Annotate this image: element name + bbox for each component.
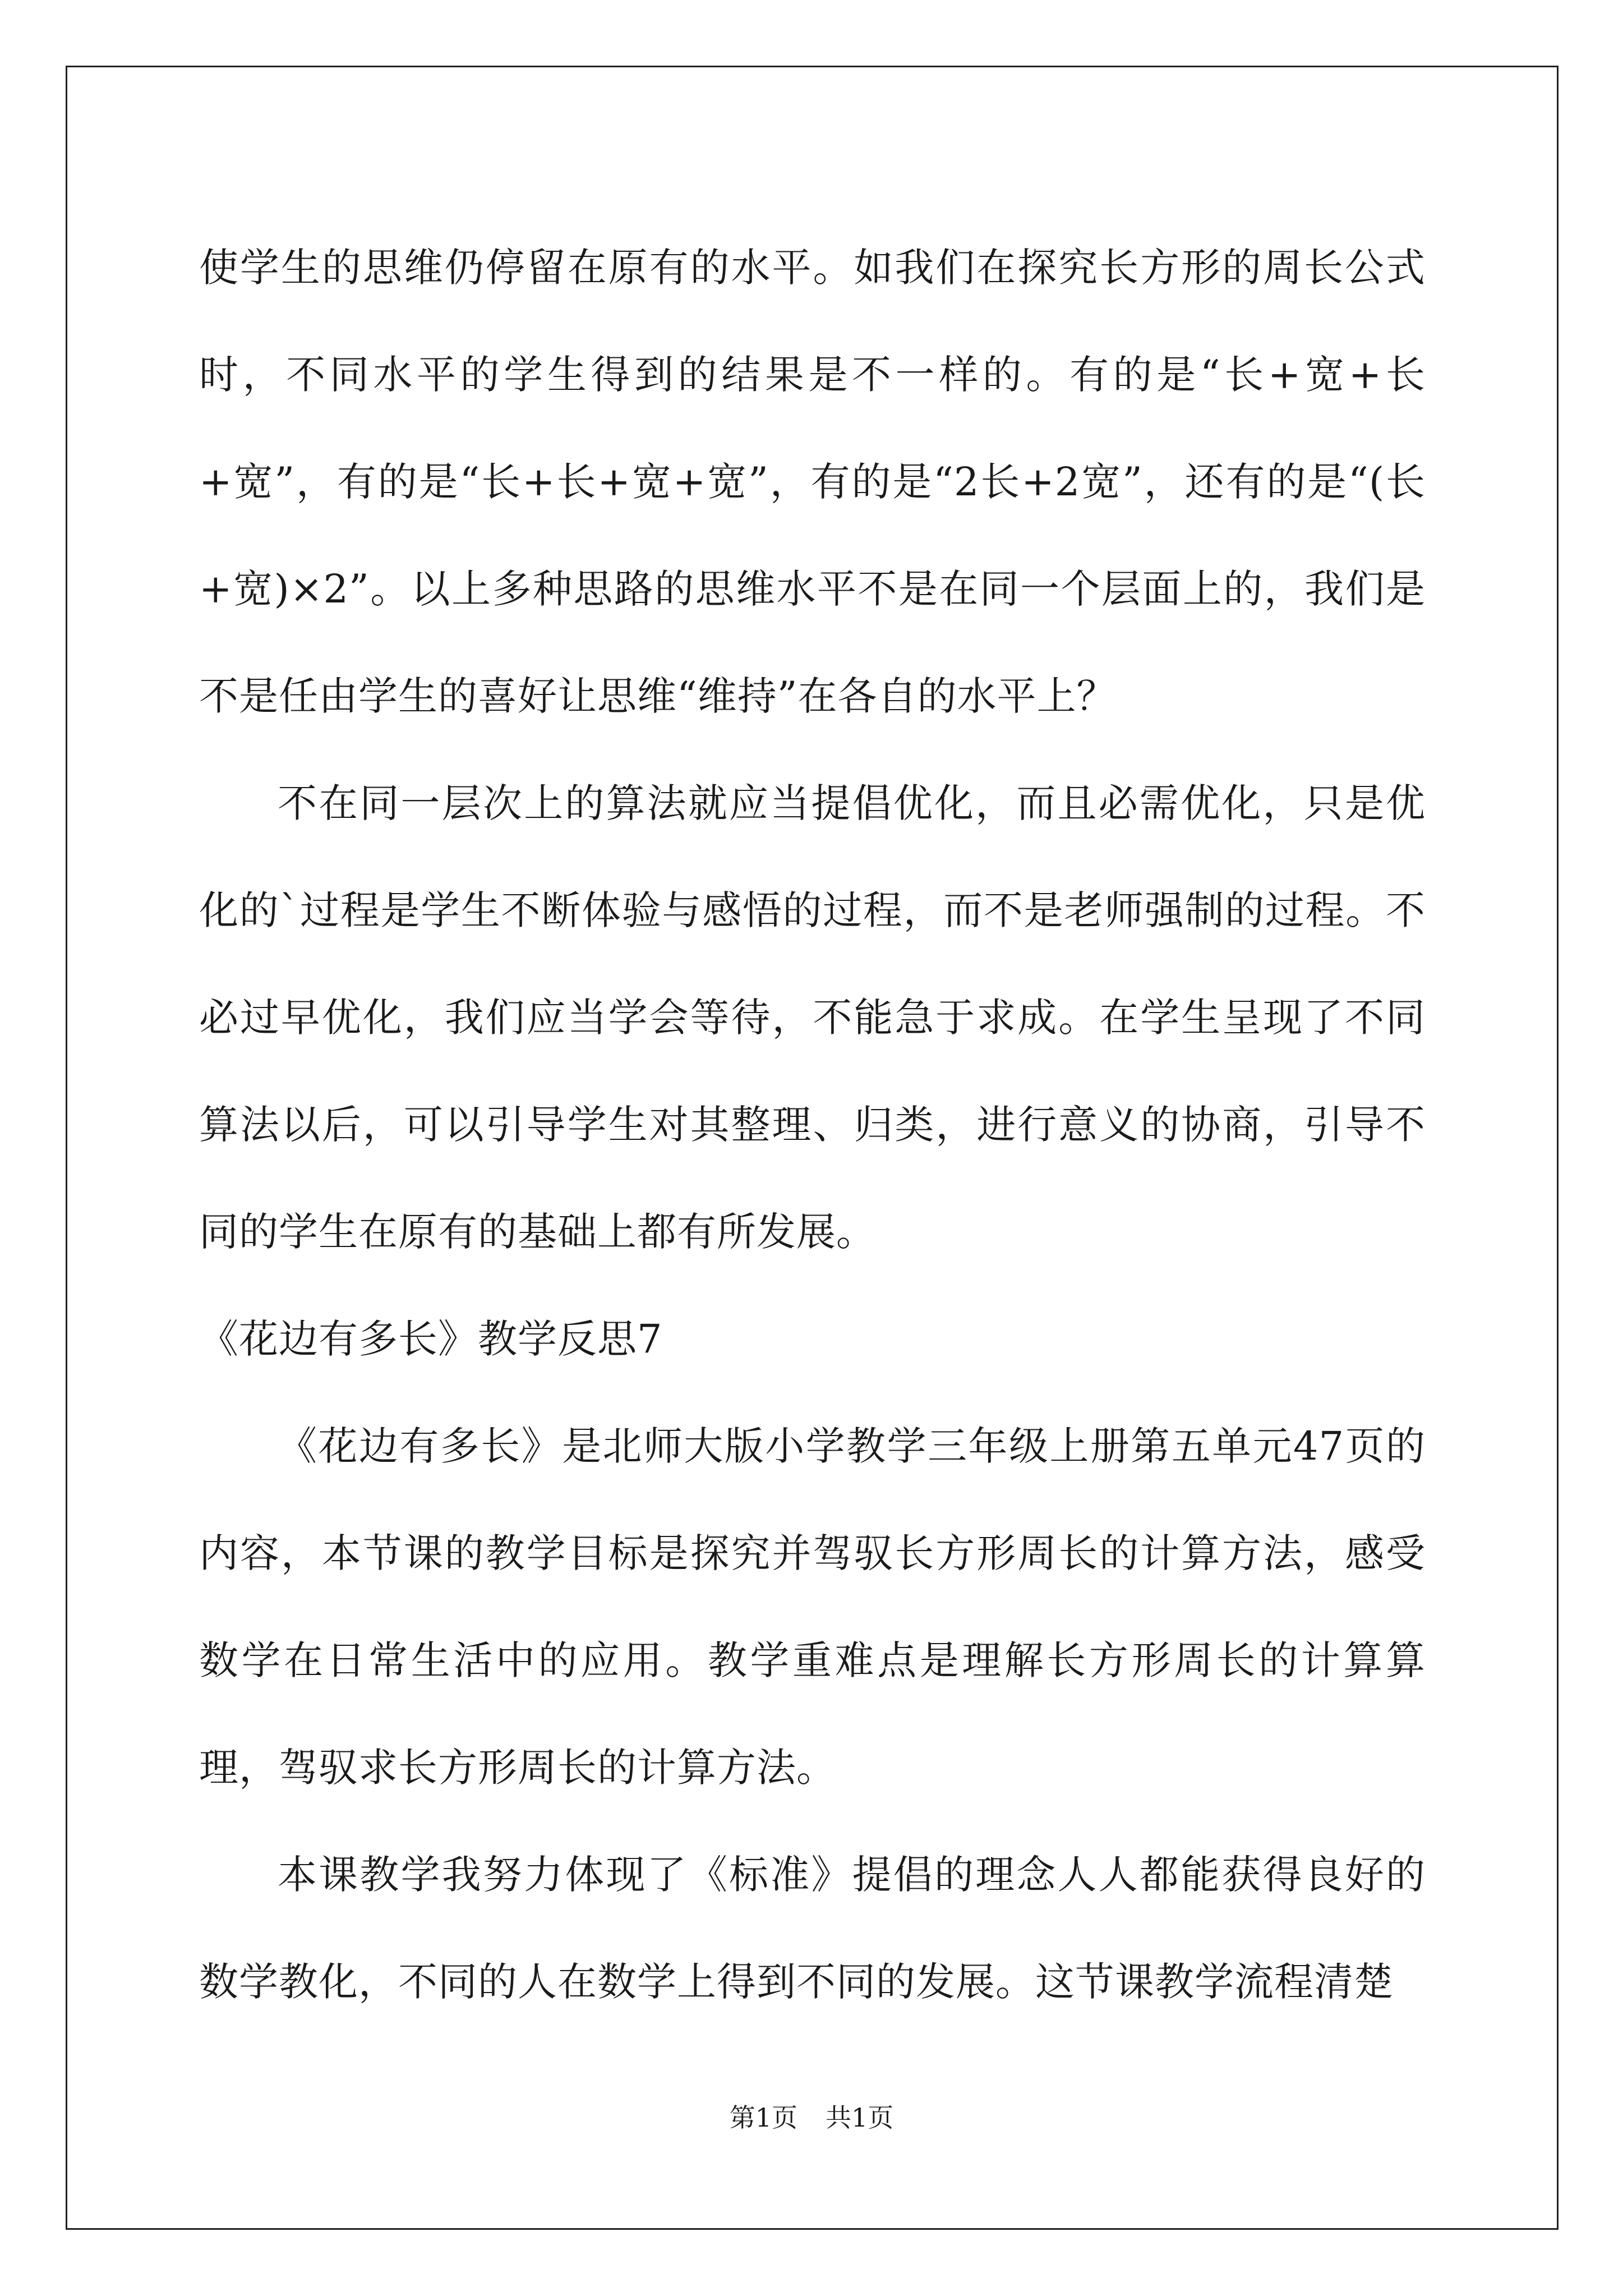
section-title: 《花边有多长》教学反思7 bbox=[199, 1316, 663, 1362]
document-body bbox=[199, 214, 1426, 2036]
paragraph-1: 使学生的思维仍停留在原有的水平。如我们在探究长方形的周长公式时，不同水平的学生得到的结果是不一样的。有的是“长+宽+长+宽”，有的是“长+长+宽+宽”，有的是“2长+2宽”，还有的是“(长+宽)×2”。以上多种思路的思维水平不是在同一个层面上的，我们是不是任由学生的喜好让思维“维持”在各自的水平上？ bbox=[199, 245, 1426, 719]
page-number: 第1页 bbox=[729, 2102, 797, 2133]
paragraph-2: 不在同一层次上的算法就应当提倡优化，而且必需优化，只是优化的`过程是学生不断体验与感悟的过程，而不是老师强制的过程。不必过早优化，我们应当学会等待，不能急于求成。在学生呈现了不同算法以后，可以引导学生对其整理、归类，进行意义的协商，引导不同的学生在原有的基础上都有所发展。 bbox=[199, 780, 1426, 1255]
page-total: 共1页 bbox=[826, 2102, 894, 2133]
page-footer bbox=[0, 2101, 1623, 2134]
paragraph-3: 《花边有多长》是北师大版小学教学三年级上册第五单元47页的内容，本节课的教学目标是探究并驾驭长方形周长的计算方法，感受数学在日常生活中的应用。教学重难点是理解长方形周长的计算算理，驾驭求长方形周长的计算方法。 bbox=[199, 1423, 1426, 1791]
paragraph-4: 本课教学我努力体现了《标准》提倡的理念人人都能获得良好的数学教化，不同的人在数学上得到不同的发展。这节课教学流程清楚 bbox=[199, 1852, 1426, 2005]
